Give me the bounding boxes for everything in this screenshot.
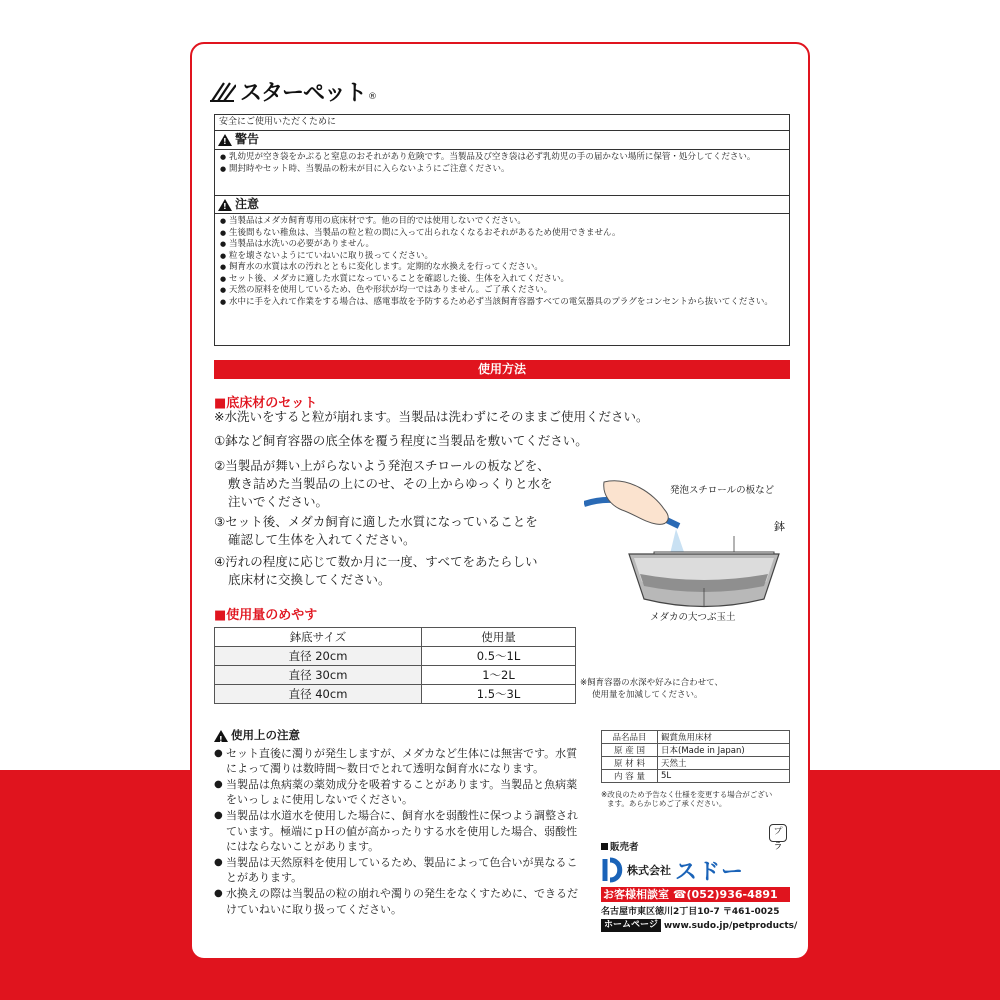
list-item: ● 当製品は水洗いの必要がありません。 <box>229 239 783 251</box>
table-cell: 1.5〜3L <box>421 685 575 704</box>
list-item: ● 乳幼児が空き袋をかぶると窒息のおそれがあり危険です。当製品及び空き袋は必ず乳幼児の手の届かない場所に保管・処分してください。 <box>229 152 783 164</box>
homepage-url: www.sudo.jp/petproducts/ <box>663 920 798 931</box>
seller-label: 販売者 <box>601 839 790 853</box>
registered-mark: ® <box>368 91 378 102</box>
list-item: ● 生後間もない稚魚は、当製品の粒と粒の間に入って出られなくなるおそれがあるため使用できません。 <box>229 228 783 240</box>
step-3-line-1: ③セット後、メダカ飼育に適した水質になっていることを <box>214 514 538 529</box>
pot-label: 鉢 <box>774 520 785 533</box>
spec-note-1: ※改良のため予告なく仕様を変更する場合がござい <box>601 790 773 799</box>
precautions-heading <box>214 728 584 744</box>
table-cell: 直径 40cm <box>215 685 422 704</box>
warning-heading <box>215 131 789 150</box>
safety-intro: 安全にご使用いただくために <box>215 115 789 131</box>
table-row <box>215 685 576 704</box>
table-row <box>215 628 576 647</box>
sudo-mark-icon <box>601 857 623 883</box>
table-cell: 原 産 国 <box>602 744 658 757</box>
table-header: 鉢底サイズ <box>215 628 422 647</box>
amount-note-2: 使用量を加減してください。 <box>592 690 703 700</box>
table-cell: 0.5〜1L <box>421 647 575 666</box>
company-address: 名古屋市東区徳川2丁目10-7 〒461-0025 <box>601 907 780 917</box>
table-row <box>215 647 576 666</box>
list-item: ● セット直後に濁りが発生しますが、メダカなど生体には無害です。水質によって濁りは数時間〜数日でとれて透明な飼育水になります。 <box>226 746 584 777</box>
spec-note-2: ます。あらかじめご了承ください。 <box>607 799 727 808</box>
caution-heading <box>215 195 789 214</box>
step-2-line-1: ②当製品が舞い上がらないよう発泡スチロールの板などを、 <box>214 458 550 473</box>
list-item: ● 当製品はメダカ飼育専用の底床材です。他の目的では使用しないでください。 <box>229 216 783 228</box>
list-item: ● 天然の原料を使用しているため、色や形状が均一ではありません。ご了承ください。 <box>229 285 783 297</box>
precautions-heading-text: 使用上の注意 <box>231 728 300 742</box>
safety-box <box>214 114 790 346</box>
table-row <box>215 666 576 685</box>
homepage-row <box>601 919 798 932</box>
list-item: ● 水中に手を入れて作業をする場合は、感電事故を予防するため必ず当該飼育容器すべての電気器具のプラグをコンセントから抜いてください。 <box>229 297 783 309</box>
setup-note: ※水洗いをすると粒が崩れます。当製品は洗わずにそのままご使用ください。 <box>214 409 649 424</box>
package-label-card <box>190 42 810 960</box>
pot-pouring-illustration-icon <box>584 474 794 624</box>
table-cell: 1〜2L <box>421 666 575 685</box>
table-cell: 直径 30cm <box>215 666 422 685</box>
caution-heading-text: 注意 <box>235 196 260 211</box>
caution-list <box>215 214 789 311</box>
list-item: ● 開封時やセット時、当製品の粉末が目に入らないようにご注意ください。 <box>229 164 783 176</box>
step-4-line-2: 底床材に交換してください。 <box>228 572 391 587</box>
sudo-logo <box>601 855 790 885</box>
list-item: ● 水換えの際は当製品の粒の崩れや濁りの発生をなくすために、できるだけていねいに取り扱ってください。 <box>226 886 584 917</box>
company-prefix: 株式会社 <box>627 864 671 877</box>
table-cell: 内 容 量 <box>602 770 658 783</box>
step-2-line-3: 注いでください。 <box>228 494 329 509</box>
setup-illustration <box>584 474 794 624</box>
list-item: ● 粒を壊さないようにていねいに取り扱ってください。 <box>229 251 783 263</box>
table-cell: 天然土 <box>658 757 790 770</box>
table-row <box>602 757 790 770</box>
homepage-label: ホームページ <box>601 919 661 932</box>
table-header: 使用量 <box>421 628 575 647</box>
list-item: ● 飼育水の水質は水の汚れとともに変化します。定期的な水換えを行ってください。 <box>229 262 783 274</box>
list-item: ● セット後、メダカに適した水質になっていることを確認した後、生体を入れてください。 <box>229 274 783 286</box>
list-item: ● 当製品は水道水を使用した場合に、飼育水を弱酸性に保つよう調整されています。極端にｐＨの値が高かったりする水を使用した場合、弱酸性にはならないことがあります。 <box>226 808 584 855</box>
table-cell: 原 材 料 <box>602 757 658 770</box>
usage-title-bar: 使用方法 <box>214 360 790 379</box>
warning-list <box>215 150 789 195</box>
table-row <box>602 731 790 744</box>
table-cell: 直径 20cm <box>215 647 422 666</box>
plastic-recycle-icon: プラ <box>769 824 787 842</box>
table-row <box>602 770 790 783</box>
amount-heading: ■使用量のめやす <box>214 608 318 623</box>
brand-name: スターペット <box>240 81 367 106</box>
table-cell: 観賞魚用床材 <box>658 731 790 744</box>
warning-heading-text: 警告 <box>235 132 260 147</box>
brand-logo <box>210 76 377 107</box>
precaution-triangle-icon <box>214 730 228 742</box>
product-info-table <box>601 730 790 783</box>
amount-table <box>214 627 576 704</box>
seller-block <box>601 839 798 932</box>
customer-phone: お客様相談室 ☎(052)936-4891 <box>601 887 790 902</box>
step-1: ①鉢など飼育容器の底全体を覆う程度に当製品を敷いてください。 <box>214 433 588 448</box>
amount-note-1: ※飼育容器の水深や好みに合わせて、 <box>580 678 723 688</box>
precautions-section <box>214 728 584 917</box>
precautions-list <box>214 746 584 918</box>
step-4-line-1: ④汚れの程度に応じて数か月に一度、すべてをあたらしい <box>214 554 538 569</box>
company-name: スドー <box>675 859 745 885</box>
table-row <box>602 744 790 757</box>
table-cell: 日本(Made in Japan) <box>658 744 790 757</box>
setup-heading: ■底床材のセット <box>214 396 318 411</box>
board-label: 発泡スチロールの板など <box>670 485 775 496</box>
star-pet-mark-icon <box>210 81 236 103</box>
table-cell: 品名品目 <box>602 731 658 744</box>
list-item: ● 当製品は天然原料を使用しているため、製品によって色合いが異なることがあります。 <box>226 855 584 886</box>
list-item: ● 当製品は魚病薬の薬効成分を吸着することがあります。当製品と魚病薬をいっしょに使用しないでください。 <box>226 777 584 808</box>
table-cell: 5L <box>658 770 790 783</box>
step-2-line-2: 敷き詰めた当製品の上にのせ、その上からゆっくりと水を <box>228 476 553 491</box>
warning-triangle-icon <box>218 134 232 146</box>
soil-label: メダカの大つぶ玉土 <box>650 612 736 623</box>
step-3-line-2: 確認して生体を入れてください。 <box>228 532 416 547</box>
caution-triangle-icon <box>218 199 232 211</box>
